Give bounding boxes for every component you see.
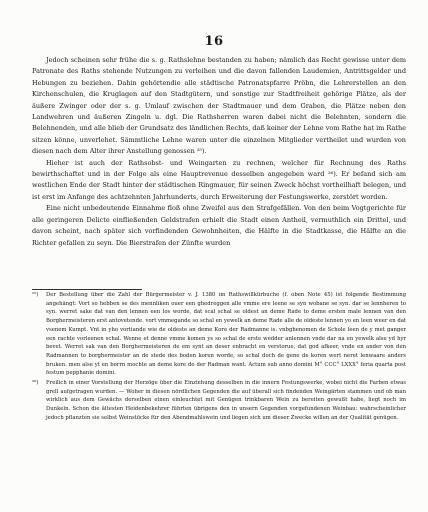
paragraph: Jedoch scheinen sehr frühe die s. g. Rathslehne bestanden zu haben; nämlich das Recht gewisse unter dem Patronate des Raths stehende Nutzungen zu verleihen und die davon fallenden Laudemien, Antrittsgelder und Hebungen zu beziehen. Dahin gehörtendie alle städtische Patronatspfarre Pröbn, die Lehrerstellen an den Kirchenschulen, die Kruglagen auf den Stadtgütern, und sonstige zur Stadtfreiheit gehörige Plätze, als der äußere Zwinger oder der s. g. Umlauf zwischen der Stadtmauer und dem Graben, die Plätze neben den Landwehren und äußeren Zingeln u. dgl. Die Rathsherren waren dabei nicht die Belehnten, sondern die Belehnenden, und alle blieb der Grundsatz des ländlichen Rechts, daß keiner der Lehne vom Rathe hat im Rathe sitzen könne, unverlehet. Sämmtliche Lehne waren unter die einzelnen Mitglieder vertheilet und wurden von diesen nach dem Alter ihrer Anstellung genossen ²⁵). — [32, 56, 406, 156]
paragraph: Eine nicht unbedeutende Einnahme floß ohne Zweifel aus den Strafgefällen. Von den beim Vogtgerichte für alle geringeren Delicte einfließenden Geldstrafen erhielt die Stadt einen Antheil, vermuthlich ein Drittel, und davon scheint, nach später sich vorfindenden Gewohnheiten, die Hälfte in die Stadtkasse, die Hälfte an die Richter gefallen zu seyn. Die Bierstrafen der Zünfte wurden — [32, 204, 406, 247]
footnote-separator — [32, 289, 142, 290]
paragraph: Hieher ist auch der Rathsobst- und Weingarten zu rechnen, welcher für Rechnung des Raths bewirthschaftet und in der Folge als eine Hauptrevenue desselben angegeben ward ²⁶). Er befand sich am westlichen Ende der Stadt hinter der städtischen Ringmauer, für seinen Zweck höchst vortheilhaft belegen, und ist erst im Anfange des achtzehnten Jahrhunderts, durch Erweiterung der Festungswerke, zerstört worden. — [32, 158, 406, 201]
footnote-text: Freilich in einer Vorstellung der Herzöge über die Einziehung desselben in die innern Festungswerke, wobei nicht die Farben etwas grell aufgetragen wurden. — Woher in diesen nördlichen Gegenden die auf überall sich findenden Weingärten stammen und ob man wirklich aus dem Gewächs derselben einen einleuchtet mit Genügen trinkbaren Wein zu bereiten gewußt habe, liegt noch im Dunkeln. Schon die ältesten Heidenbekehrer führten übrigens den in unsern Gegenden vorgefundenen Weinbau: wahrscheinlicher jedoch pflanzten sie selbst Weinstöcke für den Abendmahlswein und liegen sich um dieser Zwecke willen an der Qualität genügen. — [46, 380, 406, 421]
footnotes — [32, 291, 406, 423]
body-text — [32, 55, 406, 249]
page-number: 16 — [204, 34, 224, 49]
footnote-text: Der Bestellung über die Zahl der Bürgermeister v. J. 1380 im Rathswillkürbuche (f. oben Note 45) ist folgende Bestimmung angehängt: Vort so hebben se des mennliken ouer een ghedreggen alle vmme ere leene se syn wobane se syn. dar se lennheren to syn. werret sake dat van den lennen een los worde, dat scal schal se oldest an deme Rade to deme ersten male lennen van den Borghermeisteren erst antovetende. vort vmmegande so schal en yewelk an deme Rade alle de oldeste lennen yo en leen weer en dat vsenem Kumpt. Vnt in yho vortiande wie de oldeste an deme Kore der Radmanne is. vnbghenomen de Schole leen de y met ganger een rachte vorleenen schal. Wenne et denne vmme komen ys so schal de erste wedder anlennen vnde dar na en yewelk alse yd hyr bevet. Werret sak van den Borghermeisteren de em synt an deser enbracht en verstorue, dat god afkeer, vnde en ander von den Radmannen to borghermeister an de stede des boden koren worde, so schal doch de gene de koren wert neret lenwaare anders bruken. men alse yt en borrn mochte an deme kore do der Radman want. Actum sub anno domini M° CCC° LXXX° feria quarta post festum pepphanie domini. — [46, 292, 406, 377]
footnote-mark: ²⁶) — [32, 380, 39, 387]
footnote-mark: ²⁵) — [32, 292, 39, 298]
footnote — [32, 379, 406, 423]
footnote — [32, 291, 406, 378]
